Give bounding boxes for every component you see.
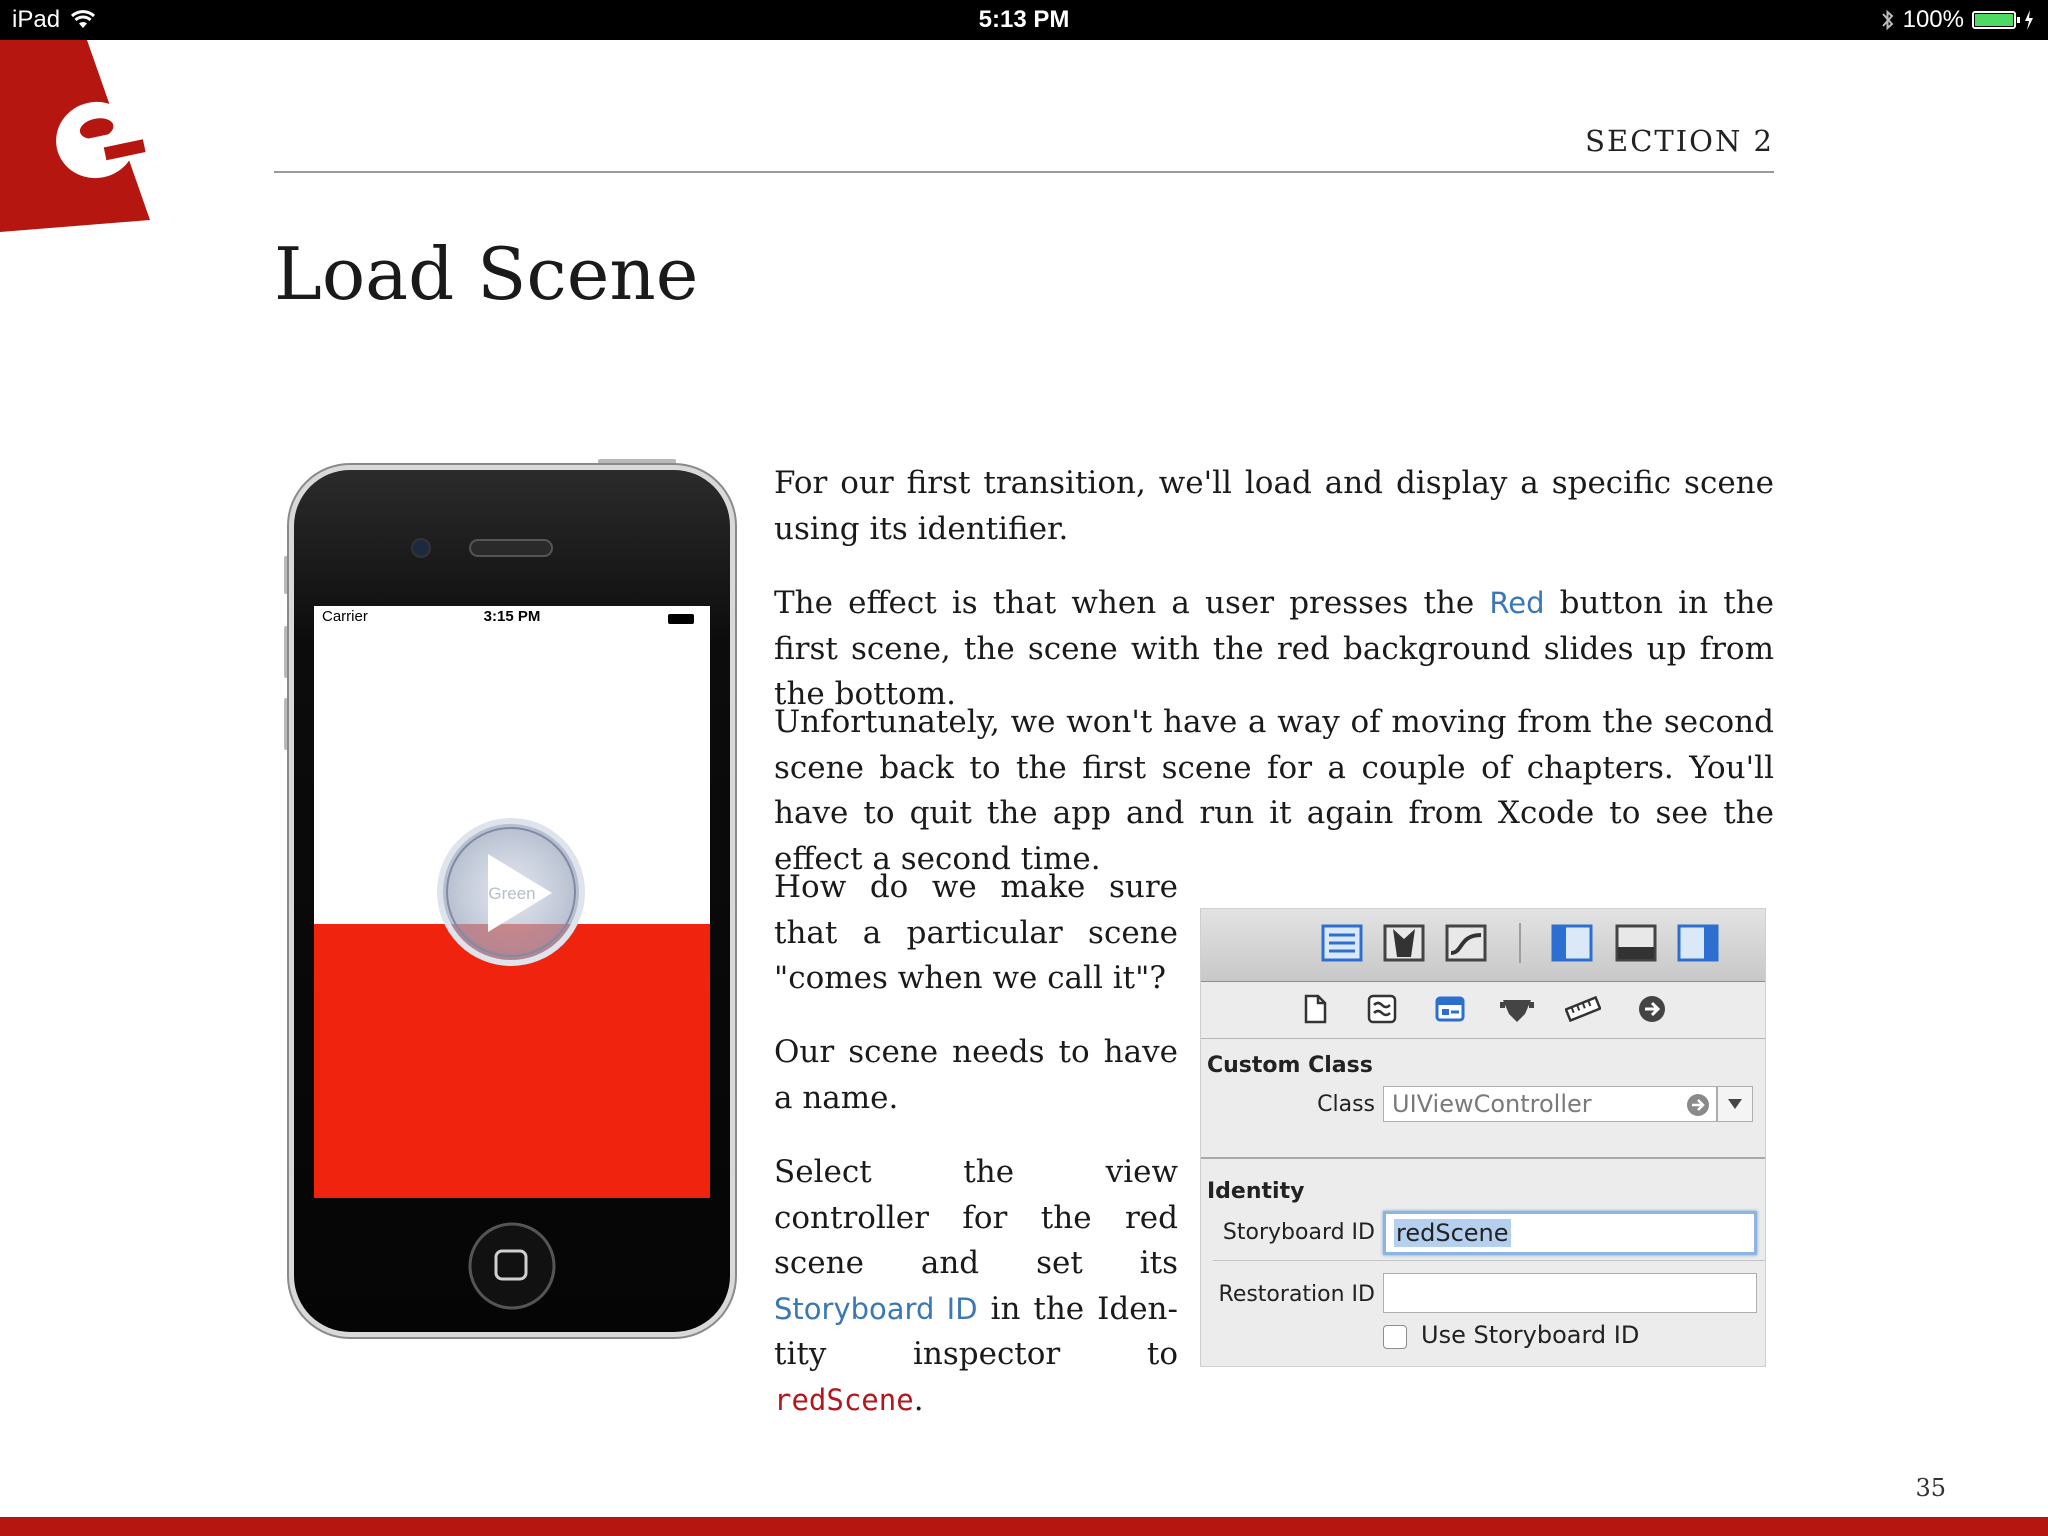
class-input[interactable]: UIViewController bbox=[1383, 1086, 1717, 1122]
storyboard-id-input[interactable]: redScene bbox=[1383, 1211, 1757, 1255]
battery-percent: 100% bbox=[1902, 6, 1964, 33]
identity-header: Identity bbox=[1207, 1179, 1305, 1204]
battery-icon bbox=[1972, 11, 2016, 29]
inspector-toolbar bbox=[1201, 909, 1766, 982]
file-inspector-icon[interactable] bbox=[1301, 994, 1329, 1024]
list-editor-icon[interactable] bbox=[1321, 923, 1363, 963]
class-navigate-icon[interactable] bbox=[1686, 1093, 1710, 1117]
version-editor-icon[interactable] bbox=[1445, 923, 1487, 963]
ios-status-bar bbox=[0, 0, 2048, 40]
custom-class-header: Custom Class bbox=[1207, 1053, 1373, 1078]
bottom-brand-bar bbox=[0, 1517, 2048, 1536]
quick-help-icon[interactable] bbox=[1367, 994, 1397, 1024]
header-divider bbox=[274, 171, 1774, 173]
iphone-video[interactable] bbox=[282, 456, 742, 1342]
row-divider bbox=[1213, 1260, 1766, 1261]
identity-inspector bbox=[1200, 908, 1766, 1367]
paragraph-5: Our scene needs to have a name. bbox=[774, 1034, 1178, 1116]
device-name: iPad bbox=[12, 6, 61, 33]
identity-inspector-icon[interactable] bbox=[1435, 994, 1465, 1024]
paragraph-1: For our first transition, we'll load and display a specific scene using its identifier. bbox=[774, 465, 1774, 547]
phone-green-button: Green bbox=[488, 884, 536, 903]
section-divider bbox=[1201, 1157, 1766, 1159]
paragraph-2: The effect is that when a user presses the Red button in the first scene, the scene with the red background slides up from the bottom. bbox=[774, 585, 1774, 712]
inspector-tabs bbox=[1201, 982, 1766, 1039]
charging-bolt-icon bbox=[2024, 10, 2034, 30]
assistant-editor-icon[interactable] bbox=[1383, 923, 1425, 963]
class-dropdown-button[interactable] bbox=[1717, 1086, 1753, 1122]
connections-inspector-icon[interactable] bbox=[1637, 994, 1667, 1024]
use-storyboard-id-checkbox[interactable] bbox=[1383, 1325, 1407, 1349]
restoration-id-input[interactable] bbox=[1383, 1273, 1757, 1313]
bluetooth-icon bbox=[1881, 8, 1895, 32]
use-storyboard-id-label: Use Storyboard ID bbox=[1421, 1321, 1640, 1349]
paragraph-4: How do we make sure that a particular scene "comes when we call it"? bbox=[774, 869, 1178, 996]
status-time: 5:13 PM bbox=[978, 6, 1070, 33]
size-inspector-icon[interactable] bbox=[1565, 994, 1601, 1024]
storyboard-id-link[interactable]: Storyboard ID bbox=[774, 1291, 978, 1326]
code-redscene: redScene bbox=[774, 1382, 914, 1417]
section-label: SECTION 2 bbox=[1585, 124, 1774, 158]
phone-carrier: Carrier bbox=[322, 608, 368, 625]
red-button-link[interactable]: Red bbox=[1489, 586, 1545, 620]
play-button[interactable] bbox=[440, 821, 582, 963]
paragraph-3: Unfortunately, we won't have a way of moving from the second scene back to the first scene for a couple of chapters. You'll have to quit the app and run it again from Xcode to see the effect a second time. bbox=[774, 704, 1774, 877]
attributes-inspector-icon[interactable] bbox=[1499, 994, 1535, 1024]
publisher-logo bbox=[0, 40, 150, 240]
class-label: Class bbox=[1317, 1092, 1375, 1117]
page-title: Load Scene bbox=[274, 232, 699, 316]
chevron-down-icon bbox=[1727, 1098, 1743, 1110]
phone-time: 3:15 PM bbox=[483, 608, 541, 625]
storyboard-id-label: Storyboard ID bbox=[1222, 1220, 1375, 1245]
utilities-toggle-icon[interactable] bbox=[1677, 923, 1719, 963]
restoration-id-label: Restoration ID bbox=[1218, 1282, 1375, 1307]
navigator-toggle-icon[interactable] bbox=[1551, 923, 1593, 963]
paragraph-6: Select the view controller for the red scene and set its Storyboard ID in the Identity inspector to redScene. bbox=[774, 1154, 1178, 1418]
page-number: 35 bbox=[1915, 1474, 1946, 1502]
debug-area-toggle-icon[interactable] bbox=[1615, 923, 1657, 963]
